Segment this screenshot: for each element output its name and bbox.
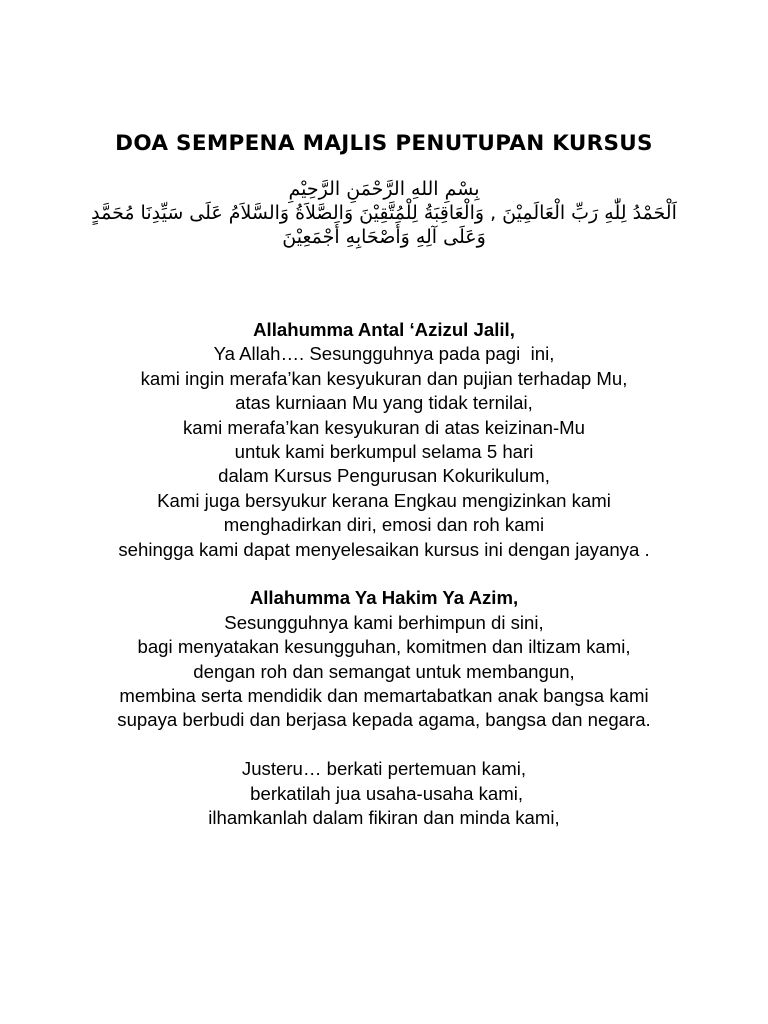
prayer-body	[0, 318, 768, 855]
arabic-line-praise: اَلْحَمْدُ لِلّٰهِ رَبِّ الْعَالَمِيْنَ , وَالْعَاقِبَةُ لِلْمُتَّقِيْنَ وَالصَّلاَةُ وَالسَّلاَمُ عَلَى سَيِّدِنَا مُحَمَّدٍ	[91, 202, 677, 224]
prayer-line: Kami juga bersyukur kerana Engkau mengizinkan kami	[157, 489, 611, 511]
prayer-line: dengan roh dan semangat untuk membangun,	[193, 660, 575, 682]
stanza-heading: Allahumma Antal ‘Azizul Jalil,	[253, 319, 515, 340]
stanza-1	[0, 318, 768, 562]
prayer-line: membina serta mendidik dan memartabatkan anak bangsa kami	[119, 685, 649, 707]
prayer-line: Ya Allah…. Sesungguhnya pada pagi ini,	[213, 343, 555, 365]
prayer-line: sehingga kami dapat menyelesaikan kursus ini dengan jayanya .	[118, 538, 650, 560]
stanza-3	[0, 757, 768, 830]
prayer-line: Sesungguhnya kami berhimpun di sini,	[224, 611, 544, 633]
prayer-line: menghadirkan diri, emosi dan roh kami	[223, 514, 545, 536]
prayer-line: untuk kami berkumpul selama 5 hari	[234, 441, 534, 463]
prayer-line: atas kurniaan Mu yang tidak ternilai,	[235, 392, 533, 414]
arabic-opening	[70, 177, 698, 249]
prayer-line: berkatilah jua usaha-usaha kami,	[244, 782, 524, 804]
prayer-line: dalam Kursus Pengurusan Kokurikulum,	[218, 465, 550, 487]
stanza-2	[0, 586, 768, 732]
prayer-line: supaya berbudi dan berjasa kepada agama, bangsa dan negara.	[117, 709, 651, 731]
document-title: DOA SEMPENA MAJLIS PENUTUPAN KURSUS	[115, 131, 653, 156]
arabic-line-companions: وَعَلَى آلِهِ وَأَصْحَابِهِ أَجْمَعِيْنَ	[282, 226, 486, 248]
prayer-line: Justeru… berkati pertemuan kami,	[241, 758, 527, 780]
prayer-line: kami ingin merafa’kan kesyukuran dan pujian terhadap Mu,	[140, 367, 628, 389]
prayer-line: kami merafa’kan kesyukuran di atas keizinan-Mu	[182, 416, 585, 438]
prayer-line: ilhamkanlah dalam fikiran dan minda kami,	[208, 807, 560, 829]
prayer-line: bagi menyatakan kesungguhan, komitmen dan iltizam kami,	[137, 636, 631, 658]
stanza-heading: Allahumma Ya Hakim Ya Azim,	[249, 587, 519, 609]
arabic-line-basmalah: بِسْمِ اللهِ الرَّحْمَنِ الرَّحِيْمِ	[288, 178, 480, 200]
